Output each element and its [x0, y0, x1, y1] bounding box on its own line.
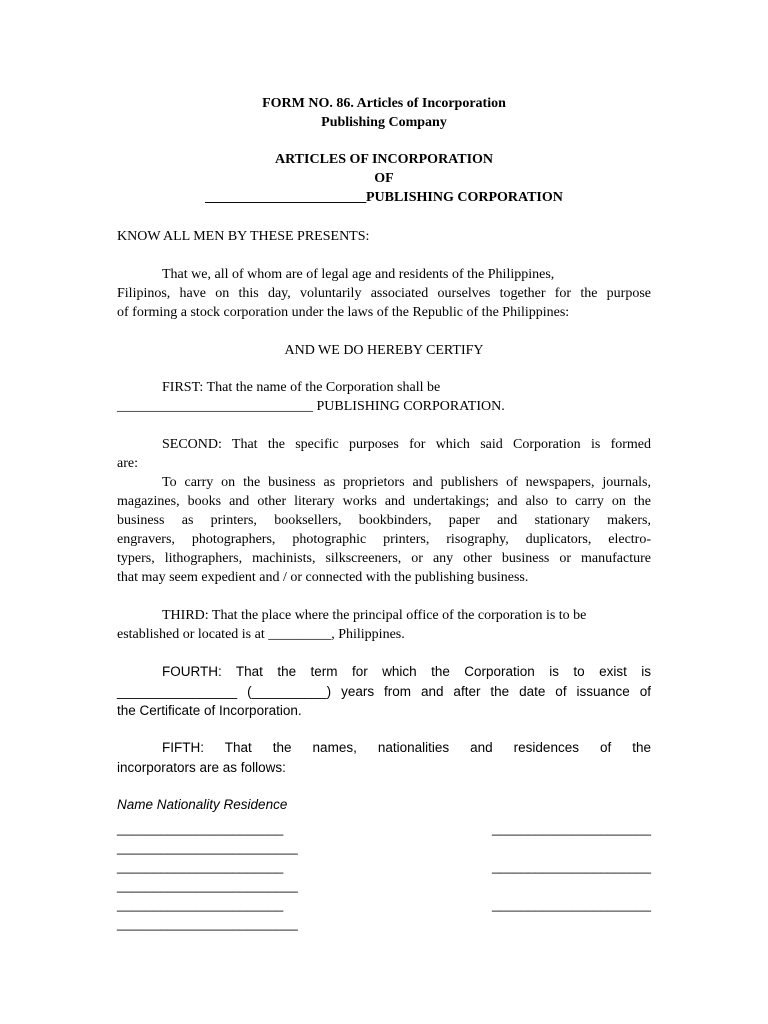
- intro-line-1: That we, all of whom are of legal age and residents of the Philippines,: [162, 267, 555, 282]
- second-line-6: engravers, photographers, photographic printers, risography, duplicators, electro-: [117, 532, 651, 547]
- residence-blank: ______________________: [491, 821, 651, 836]
- second-line-4: magazines, books and other literary works and undertakings; and also to carry on the: [117, 494, 651, 509]
- intro-line-3: of forming a stock corporation under the laws of the Republic of the Philippines:: [117, 305, 570, 320]
- fifth-line-2: incorporators are as follows:: [117, 760, 286, 775]
- third-line-1: THIRD: That the place where the principal office of the corporation is to be: [162, 608, 587, 623]
- first-line-2: ____________________________ PUBLISHING CORPORATION.: [117, 399, 505, 414]
- name-blank: _______________________: [117, 859, 284, 874]
- residence-blank: ______________________: [491, 897, 651, 912]
- second-line-7: typers, lithographers, machinists, silkscreeners, or any other business or manufacture: [117, 551, 651, 566]
- name-blank: _______________________: [117, 821, 284, 836]
- second-line-2: are:: [117, 456, 138, 471]
- fourth-line-3: the Certificate of Incorporation.: [117, 703, 302, 718]
- fourth-line-2: ________________ (__________) years from and after the date of issuance of: [117, 684, 651, 699]
- second-line-1: SECOND: That the specific purposes for which said Corporation is formed: [162, 437, 651, 452]
- certify-heading: AND WE DO HEREBY CERTIFY: [284, 343, 484, 358]
- fifth-line-1: FIFTH: That the names, nationalities and residences of the: [162, 740, 651, 755]
- second-line-8: that may seem expedient and / or connected with the publishing business.: [117, 570, 529, 585]
- residence-blank: ______________________: [491, 859, 651, 874]
- intro-line-2: Filipinos, have on this day, voluntarily associated ourselves together for the purpose: [117, 286, 651, 301]
- name-blank: _______________________: [117, 897, 284, 912]
- form-title: FORM NO. 86. Articles of Incorporation: [262, 96, 506, 111]
- incorporator-row: [117, 821, 651, 836]
- form-subtitle: Publishing Company: [321, 115, 447, 130]
- corporation-name-blank: ________________________: [205, 190, 366, 205]
- nationality-blank: _________________________: [117, 878, 298, 893]
- second-line-5: business as printers, booksellers, bookbinders, paper and stationary makers,: [117, 513, 651, 528]
- doc-title-line2: OF: [374, 171, 394, 186]
- doc-title-line1: ARTICLES OF INCORPORATION: [274, 152, 494, 167]
- second-line-3: To carry on the business as proprietors and publishers of newspapers, journals,: [162, 475, 651, 490]
- corporation-suffix: PUBLISHING CORPORATION: [365, 190, 563, 205]
- fourth-line-1: FOURTH: That the term for which the Corporation is to exist is: [162, 664, 651, 679]
- incorporator-row: [117, 897, 651, 912]
- third-line-2: established or located is at _________, Philippines.: [117, 627, 405, 642]
- know-all-heading: KNOW ALL MEN BY THESE PRESENTS:: [117, 229, 370, 244]
- nationality-blank: _________________________: [117, 840, 298, 855]
- first-line-1: FIRST: That the name of the Corporation shall be: [162, 380, 441, 395]
- doc-title-line3: [0, 190, 768, 206]
- nationality-blank: _________________________: [117, 916, 298, 931]
- incorporator-row: [117, 859, 651, 874]
- incorporators-table-header: Name Nationality Residence: [117, 797, 288, 812]
